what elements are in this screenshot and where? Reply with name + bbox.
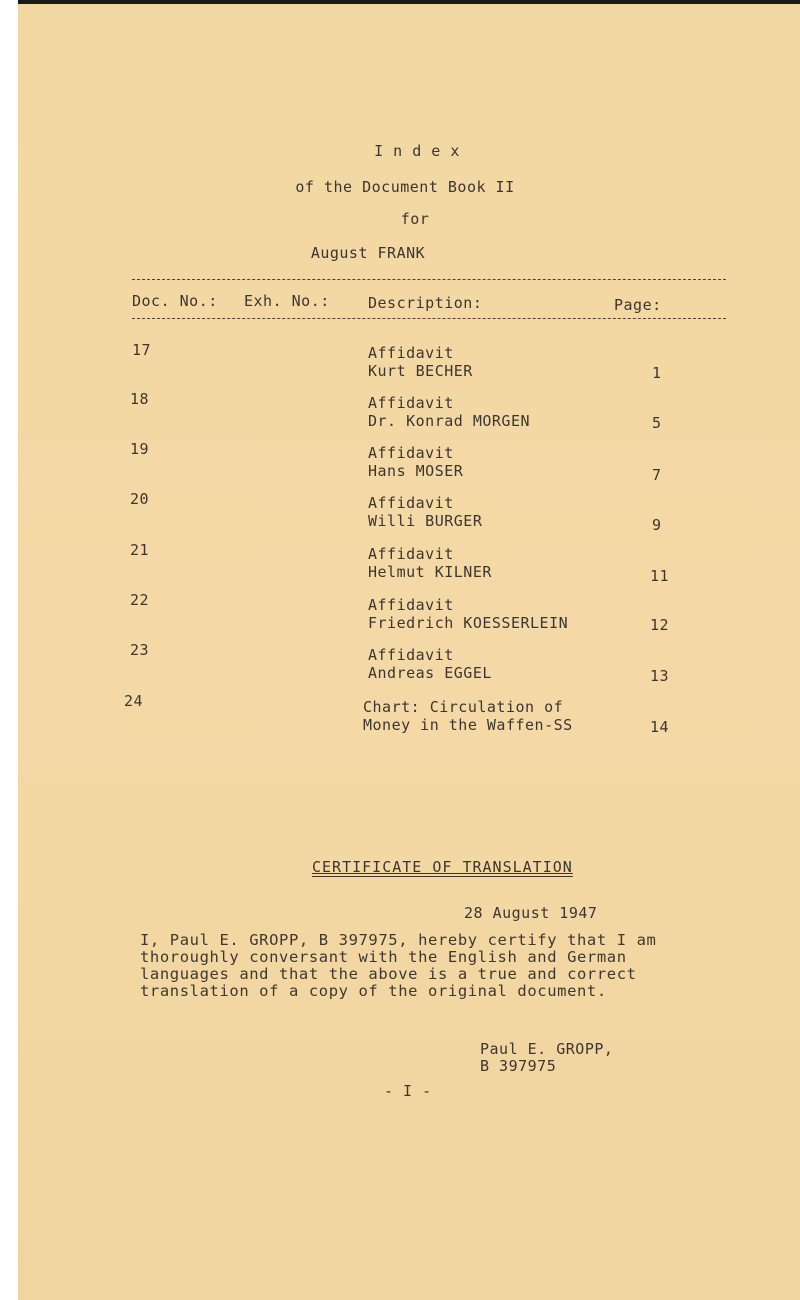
document-page bbox=[18, 4, 800, 1300]
header-description: Description: bbox=[368, 294, 483, 312]
row-description-2: Helmut KILNER bbox=[368, 563, 492, 581]
header-bottom-rule bbox=[132, 318, 726, 319]
row-doc-number: 17 bbox=[132, 341, 152, 359]
row-doc-number: 20 bbox=[130, 490, 150, 508]
row-description-2: Friedrich KOESSERLEIN bbox=[368, 614, 569, 632]
row-description-1: Affidavit bbox=[368, 545, 454, 563]
header-doc-no: Doc. No.: bbox=[132, 292, 218, 310]
row-description-2: Willi BURGER bbox=[368, 512, 483, 530]
signature-name: Paul E. GROPP, bbox=[480, 1040, 614, 1058]
header-top-rule bbox=[132, 279, 726, 280]
row-page: 11 bbox=[650, 567, 670, 585]
row-page: 5 bbox=[652, 414, 662, 432]
certificate-body: I, Paul E. GROPP, B 397975, hereby certify that I am thoroughly conversant with the English and German languages and that the above is a true and correct translation of a copy of the original document. bbox=[140, 931, 657, 1000]
row-description-2: Dr. Konrad MORGEN bbox=[368, 412, 531, 430]
row-doc-number: 24 bbox=[124, 692, 144, 710]
row-page: 13 bbox=[650, 667, 670, 685]
row-doc-number: 23 bbox=[130, 641, 150, 659]
row-page: 14 bbox=[650, 718, 670, 736]
header-exh-no: Exh. No.: bbox=[244, 292, 330, 310]
signature-id: B 397975 bbox=[480, 1057, 557, 1075]
index-title: I n d e x bbox=[374, 142, 460, 160]
row-description-1: Affidavit bbox=[368, 596, 454, 614]
header-page: Page: bbox=[614, 296, 662, 314]
row-page: 1 bbox=[652, 364, 662, 382]
row-doc-number: 19 bbox=[130, 440, 150, 458]
index-for: for bbox=[400, 210, 430, 228]
row-description-1: Affidavit bbox=[368, 344, 454, 362]
index-defendant: August FRANK bbox=[310, 244, 426, 262]
row-description-2: Kurt BECHER bbox=[368, 362, 473, 380]
scan-edge bbox=[0, 0, 18, 1300]
row-description-1: Affidavit bbox=[368, 494, 454, 512]
row-description-1: Affidavit bbox=[368, 394, 454, 412]
row-description-1: Affidavit bbox=[368, 646, 454, 664]
row-page: 9 bbox=[652, 516, 662, 534]
row-page: 12 bbox=[650, 616, 670, 634]
page-number: - I - bbox=[384, 1082, 432, 1100]
row-description-1: Chart: Circulation of bbox=[363, 698, 564, 716]
row-doc-number: 21 bbox=[130, 541, 150, 559]
index-subtitle: of the Document Book II bbox=[295, 178, 515, 196]
certificate-date: 28 August 1947 bbox=[464, 904, 598, 922]
row-page: 7 bbox=[652, 466, 662, 484]
row-description-2: Andreas EGGEL bbox=[368, 664, 492, 682]
row-description-1: Affidavit bbox=[368, 444, 454, 462]
row-description-2: Hans MOSER bbox=[368, 462, 464, 480]
row-doc-number: 22 bbox=[130, 591, 150, 609]
certificate-title: CERTIFICATE OF TRANSLATION bbox=[312, 858, 573, 876]
row-doc-number: 18 bbox=[130, 390, 150, 408]
row-description-2: Money in the Waffen-SS bbox=[363, 716, 573, 734]
